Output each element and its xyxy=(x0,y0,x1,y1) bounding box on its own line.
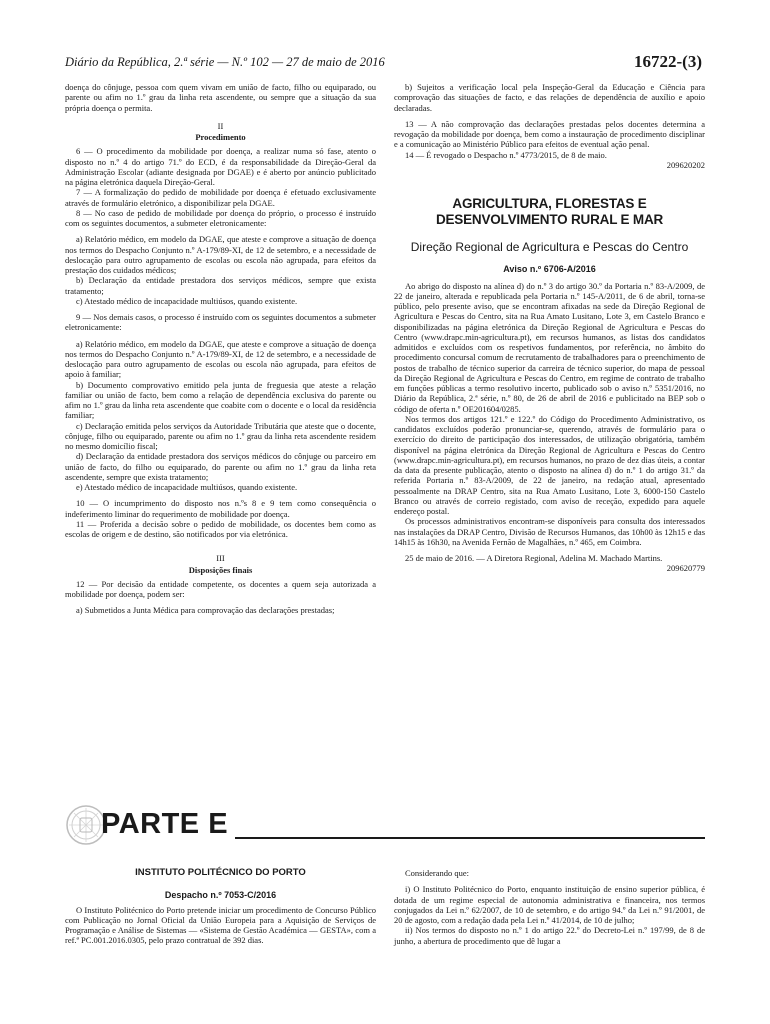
paragraph-6: 6 — O procedimento da mobilidade por doença, a realizar numa só fase, atento o disposto no n.º 4 do artigo 71.º do ECD, é da responsabilidade da Direção-Geral da Administração Escolar (adiante designada por DGAE) e é aberto por anúncio publicitado na página eletrónica daquela Direção-Geral. xyxy=(65,146,376,187)
paragraph-14: 14 — É revogado o Despacho n.º 4773/2015, de 8 de maio. xyxy=(405,149,607,160)
journal-header: Diário da República, 2.ª série — N.º 102 — 27 de maio de 2016 xyxy=(65,55,385,69)
considering-intro: Considerando que: xyxy=(405,868,469,878)
notice-paragraph-3: Os processos administrativos encontram-se disponíveis para consulta dos interessados nas instalações da DRAP Centro, Divisão de Recursos Humanos, das 10h00 às 12h15 e das 14h15 às 16h30, na Avenida Fernão de Magalhães, n.º 465, em Coimbra. xyxy=(394,516,705,547)
paragraph-8: 8 — No caso de pedido de mobilidade por doença do próprio, o processo é instruído com os seguintes documentos, a submeter eletronicamente: xyxy=(65,207,376,228)
section-number: II xyxy=(217,120,224,131)
notice-paragraph-2: Nos termos dos artigos 121.º e 122.º do Código do Procedimento Administrativo, os candidatos excluídos poderão pronunciar-se, querendo, através de formulário para o exercício do direito de participação dos interessados, de utilização obrigatória, também disponível na página eletrónica da Direção Regional de Agricultura e Pescas do Centro (www.drapc.min-agricultura.pt), em recursos humanos, no prazo de dez dias úteis, a contar da data da presente publicação, atento o disposto na alínea d) do n.º 1 do artigo 31.º da referida Portaria n.º 83-A/2009, de 22 de janeiro, na redação atual, apresentado pessoalmente na DRAP Centro, sita na Rua Amato Lusitano, Lote 3, 6000-150 Castelo Branco ou através de correio registado, com aviso de receção, expedido para aquele endereço postal. xyxy=(394,413,705,516)
part-label: PARTE E xyxy=(101,808,229,840)
paragraph-7: 7 — A formalização do pedido de mobilidade por doença é efetuado exclusivamente através de formulário eletrónico, a disponibilizar pela DGAE. xyxy=(65,187,376,208)
notice-signature: 25 de maio de 2016. — A Diretora Regional, Adelina M. Machado Martins. xyxy=(405,553,663,563)
bottom-left-column xyxy=(65,866,376,946)
paragraph-9d: d) Declaração da entidade prestadora dos serviços médicos do cônjuge ou parceiro em união de facto, do filho ou equiparado, do parente ou afim no 1.º grau da linha reta ascendente, sempre que exista tratamento; xyxy=(65,451,376,482)
dispatch-title: Despacho n.º 7053-C/2016 xyxy=(164,890,277,901)
section-title: Disposições finais xyxy=(188,564,253,575)
notice-paragraph-1: Ao abrigo do disposto na alínea d) do n.º 3 do artigo 30.º da Portaria n.º 83-A/2009, de 22 de janeiro, alterada e republicada pela Portaria n.º 145-A/2011, de 6 de abril, torna-se público, pelo presente aviso, que se encontram afixadas na sede da Direção Regional de Agricultura e Pescas do Centro, sita na Rua Amato Lusitano, Lote 3, em Castelo Branco e disponibilizadas na página eletrónica da Direção Regional de Agricultura e Pescas do Centro (www.drapc.min-agricultura.pt), em recursos humanos, as listas dos candidatos admitidos e excluídos com os respetivos fundamentos, por referência, no âmbito do procedimento concursal comum de recrutamento de trabalhadores para o preenchimento de postos de trabalho de técnico superior da carreira de técnico superior, do mapa de pessoal da Direção Regional de Agricultura e Pescas do Centro, em regime de contrato de trabalho em funções públicas a termo resolutivo incerto, publicado sob o aviso n.º 5351/2016, no Diário da República, 2.ª série, n.º 80, de 26 de abril de 2016 e publicitado na BEP sob o código de oferta n.º OE201604/0285. xyxy=(394,280,705,414)
institution-heading: INSTITUTO POLITÉCNICO DO PORTO xyxy=(135,867,306,878)
divider-line xyxy=(235,837,705,839)
reference-number: 209620202 xyxy=(666,159,705,170)
page-number: 16722-(3) xyxy=(634,52,702,71)
paragraph-13: 13 — A não comprovação das declarações prestadas pelos docentes determina a revogação da mobilidade por doença, bem como a instauração de procedimento disciplinar e a comunicação ao Ministério Público para efeitos de eventual ação penal. xyxy=(394,118,705,150)
considering-item-ii: ii) Nos termos do disposto no n.º 1 do artigo 22.º do Decreto-Lei n.º 197/99, de 8 de junho, a abertura de procedimento que dê lugar a xyxy=(394,925,705,946)
ministry-heading: AGRICULTURA, FLORESTAS E DESENVOLVIMENTO RURAL E MAR xyxy=(435,196,664,227)
paragraph-9: 9 — Nos demais casos, o processo é instruído com os seguintes documentos a submeter eletronicamente: xyxy=(65,312,376,333)
paragraph-8b: b) Declaração da entidade prestadora dos serviços médicos, sempre que exista tratamento; xyxy=(65,275,376,296)
considering-item-i: i) O Instituto Politécnico do Porto, enquanto instituição de ensino superior pública, é dotada de um regime especial de autonomia administrativa e financeira, nos termos conjugados da Lei n.º 62/2007, de 10 de setembro, e do artigo 94.º da Lei n.º 91/2001, de 20 de agosto, com a redação dada pela Lei n.º 41/2014, de 10 de julho; xyxy=(394,884,705,925)
paragraph-12b: b) Sujeitos a verificação local pela Inspeção-Geral da Educação e Ciência para comprovação das situações de facto, e das relações de dependência de auxílio e apoio declaradas. xyxy=(394,82,705,113)
paragraph-8c: c) Atestado médico de incapacidade multiúsos, quando existente. xyxy=(76,295,298,306)
paragraph-12: 12 — Por decisão da entidade competente, os docentes a quem seja autorizada a mobilidade por doença, podem ser: xyxy=(65,578,376,599)
section-number: III xyxy=(216,553,225,564)
part-divider xyxy=(65,804,705,854)
paragraph-9c: c) Declaração emitida pelos serviços da Autoridade Tributária que ateste que o docente, cônjuge, filho ou equiparado, parente ou afim no 1.º grau da linha reta ascendente residem no mesmo domicílio fiscal; xyxy=(65,420,376,451)
paragraph-10: 10 — O incumprimento do disposto nos n.ºs 8 e 9 tem como consequência o indeferimento liminar do requerimento de mobilidade por doença. xyxy=(65,498,376,519)
bottom-right-column xyxy=(394,866,705,946)
notice-title: Aviso n.º 6706-A/2016 xyxy=(503,264,596,275)
reference-number: 209620779 xyxy=(666,563,705,574)
paragraph-11: 11 — Proferida a decisão sobre o pedido de mobilidade, os docentes bem como as escolas de origem e de destino, são notificados por via eletrónica. xyxy=(65,518,376,539)
department-heading: Direção Regional de Agricultura e Pescas do Centro xyxy=(410,240,689,254)
paragraph-9a: a) Relatório médico, em modelo da DGAE, que ateste e comprove a situação de doença nos termos do Despacho Conjunto n.º A-179/89-XI, de 12 de setembro, e a necessidade de deslocação para outro agrupamento de escolas ou escola não agrupada, para efeitos de apoio à familiar; xyxy=(65,338,376,380)
paragraph-9e: e) Atestado médico de incapacidade multiúsos, quando existente. xyxy=(76,482,298,492)
paragraph-8a: a) Relatório médico, em modelo da DGAE, que ateste e comprove a situação de doença nos termos do Despacho Conjunto n.º A-179/89-XI, de 12 de setembro, e a necessidade de deslocação para outro agrupamento de escolas ou escola não agrupada, para efeitos da prestação dos cuidados médicos; xyxy=(65,234,376,275)
dispatch-paragraph: O Instituto Politécnico do Porto pretende iniciar um procedimento de Concurso Público com Publicação no Jornal Oficial da União Europeia para a Aquisição de Serviços de Programação e Análise de Sistemas — «Sistema de Gestão Académica — GESTA», com a ref.ª PC.001.2016.0305, pelo prazo contratual de 392 dias. xyxy=(65,904,376,946)
paragraph-12a: a) Submetidos a Junta Médica para comprovação das declarações prestadas; xyxy=(76,605,335,616)
section-title: Procedimento xyxy=(195,132,246,142)
paragraph-9b: b) Documento comprovativo emitido pela junta de freguesia que ateste a relação familiar ou união de facto, bem como a relação de dependência exclusiva do parente ou afim no 1.º grau da linha reta ascendente que coabite com o docente e o local da residência familiar; xyxy=(65,379,376,421)
paragraph-continuation: doença do cônjuge, pessoa com quem vivam em união de facto, filho ou equiparado, ou parente ou afim no 1.º grau da linha reta ascendente, ou sempre que a situação da sua própria doença o permita. xyxy=(65,82,376,113)
left-column xyxy=(65,82,376,616)
right-column xyxy=(394,82,705,574)
